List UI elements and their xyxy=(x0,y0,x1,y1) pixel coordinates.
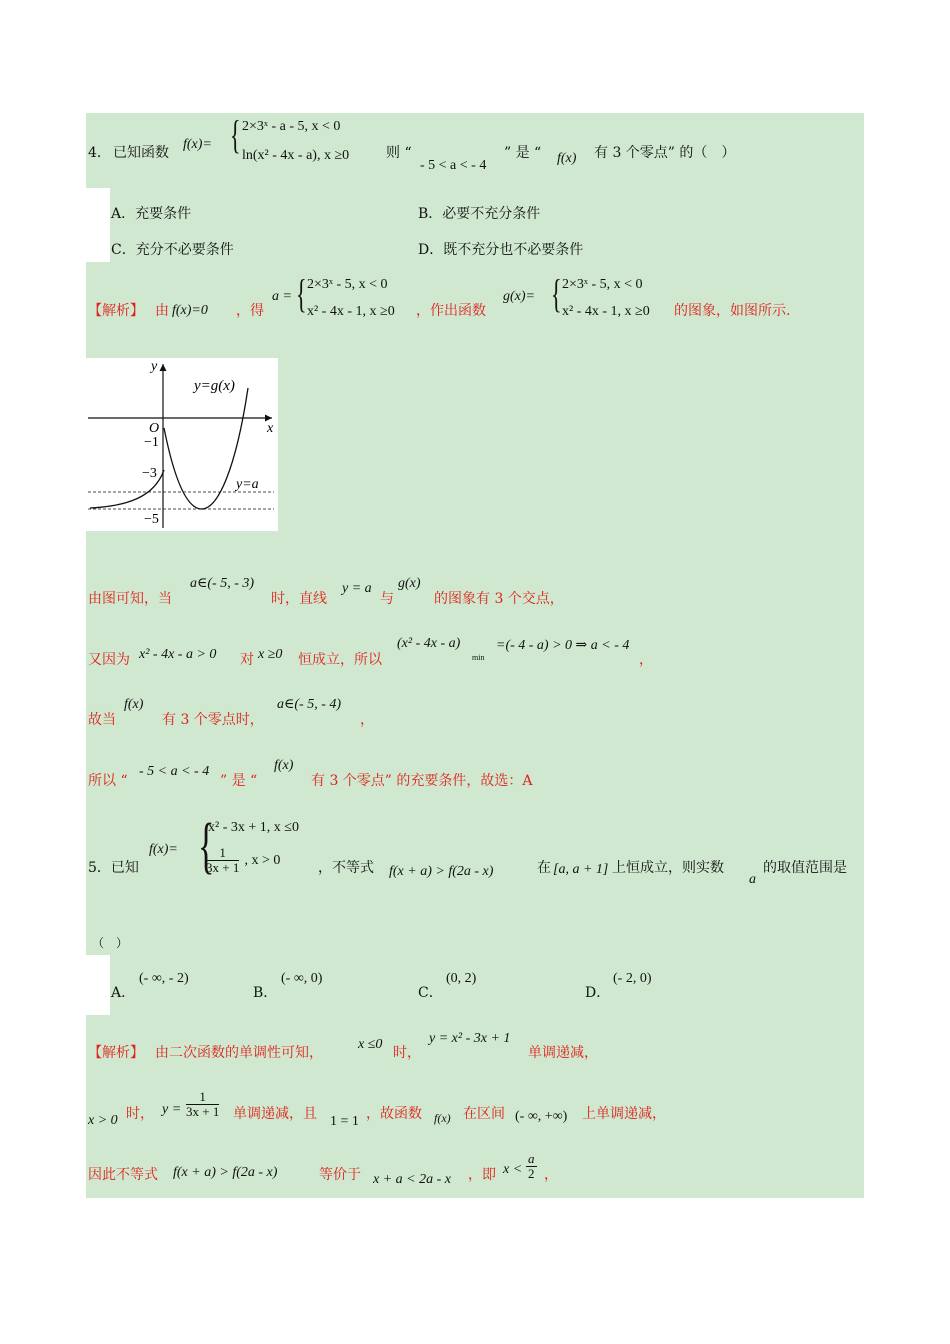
sol5-p2-c: ，故函数 xyxy=(366,1106,422,1122)
sol4-p3-m1: x² - 4x - a > 0 xyxy=(139,647,217,662)
sol5-tag: 【解析】 xyxy=(88,1045,144,1061)
sol4-p1-a: 由 xyxy=(155,303,169,319)
q5-option-d-label[interactable]: D． xyxy=(585,985,611,1001)
sol5-p2-m4: (- ∞, +∞) xyxy=(515,1109,568,1124)
sol5-p3-m3: x < xyxy=(503,1162,523,1177)
q5-option-d-value[interactable]: (- 2, 0) xyxy=(613,971,652,986)
sol4-p2-d: 的图象有 3 个交点， xyxy=(434,591,564,607)
q5-stem-e: 的取值范围是 xyxy=(763,860,847,876)
sol4-p5-a: 所以 “ xyxy=(88,773,128,789)
sol5-p2-fraction xyxy=(186,1090,219,1120)
sol4-p1-case2: x² - 4x - 1, x ≥0 xyxy=(307,304,395,319)
sol5-p2-d: 在区间 xyxy=(463,1106,505,1122)
q5-option-a-value[interactable]: (- ∞, - 2) xyxy=(139,971,189,986)
sol4-p4-a: 故当 xyxy=(88,712,116,728)
q5-var-a: a xyxy=(749,872,756,887)
sol4-p3-m2: x ≥0 xyxy=(258,647,283,662)
sol5-p3-fraction xyxy=(526,1152,537,1182)
sol4-p1-case1: 2×3ˣ - 5, x < 0 xyxy=(307,277,388,292)
sol4-p2-m1: a∈(- 5, - 3) xyxy=(190,576,255,591)
sol4-p3-a: 又因为 xyxy=(88,652,130,668)
q5-option-c-value[interactable]: (0, 2) xyxy=(446,971,477,986)
q5-case2-num: 1 xyxy=(206,846,239,861)
sol5-p3-b: 等价于 xyxy=(319,1167,361,1183)
sol4-p1-d: 的图象，如图所示. xyxy=(674,303,791,319)
sol5-p2-den: 3x + 1 xyxy=(186,1104,220,1120)
q5-case2-den: 3x + 1 xyxy=(206,860,240,876)
sol5-p1-b: 时， xyxy=(393,1045,421,1061)
sol5-p3-d: ， xyxy=(544,1167,558,1183)
q4-stem-b: 则 “ xyxy=(386,145,412,161)
sol5-p3-den: 2 xyxy=(528,1166,535,1182)
sol4-p1-a-eq: a = xyxy=(272,289,292,304)
sol4-p1-g2: x² - 4x - 1, x ≥0 xyxy=(562,304,650,319)
sol5-p2-b: 单调递减，且 xyxy=(233,1106,317,1122)
q4-cond: - 5 < a < - 4 xyxy=(420,158,487,173)
q5-case2-fraction xyxy=(206,846,239,876)
sol4-p2-b: 时，直线 xyxy=(271,591,327,607)
q4-option-a[interactable]: A．充要条件 xyxy=(111,206,192,222)
sol4-p1-c: ，作出函数 xyxy=(416,303,486,319)
q4-stem-a: 已知函数 xyxy=(113,145,169,161)
sol4-brace-1: { xyxy=(296,271,307,316)
graph-line-label: y=a xyxy=(236,477,259,492)
graph-origin-label: O xyxy=(149,421,160,436)
panel-notch-2 xyxy=(86,955,110,1015)
graph-x-label: x xyxy=(267,421,274,436)
sol4-p2-m2: y = a xyxy=(342,581,372,596)
sol4-p3-m4: =(- 4 - a) > 0 ⇒ a < - 4 xyxy=(496,638,630,653)
q5-option-c-label[interactable]: C． xyxy=(418,985,443,1001)
q5-interval: [a, a + 1] xyxy=(553,862,609,877)
sol5-p2-e: 上单调递减， xyxy=(582,1106,666,1122)
q5-paren: （ ） xyxy=(92,936,129,950)
sol4-p5-c: 有 3 个零点” 的充要条件，故选：A xyxy=(311,773,533,789)
q5-option-a-label[interactable]: A． xyxy=(111,985,136,1001)
q5-option-b-label[interactable]: B． xyxy=(253,985,278,1001)
q5-option-b-value[interactable]: (- ∞, 0) xyxy=(281,971,323,986)
q4-option-b[interactable]: B．必要不充分条件 xyxy=(418,206,541,222)
graph-tick-minus1: −1 xyxy=(144,435,159,450)
sol4-p2-c: 与 xyxy=(380,591,394,607)
sol5-p2-y: y = xyxy=(162,1102,182,1117)
q4-option-d[interactable]: D．既不充分也不必要条件 xyxy=(418,242,584,258)
q5-stem-d: 上恒成立，则实数 xyxy=(612,860,724,876)
sol4-p4-m2: a∈(- 5, - 4) xyxy=(277,697,342,712)
sol4-p3-d: ， xyxy=(639,652,653,668)
sol4-p3-min: min xyxy=(472,653,485,662)
sol5-p1-c: 单调递减， xyxy=(528,1045,598,1061)
sol5-p2-a: 时， xyxy=(126,1106,154,1122)
q4-brace: { xyxy=(230,112,241,157)
sol4-p5-m1: - 5 < a < - 4 xyxy=(139,764,210,779)
q4-stem-d: 有 3 个零点” 的（ ） xyxy=(594,145,736,161)
q4-fx: f(x)= xyxy=(183,137,212,152)
q5-stem-b: ，不等式 xyxy=(318,860,374,876)
sol4-p3-m3: (x² - 4x - a) xyxy=(397,636,461,651)
sol5-p2-num: 1 xyxy=(186,1090,219,1105)
sol4-p1-g-eq: g(x)= xyxy=(503,289,535,304)
q5-fx: f(x)= xyxy=(149,842,178,857)
sol4-p4-b: 有 3 个零点时， xyxy=(162,712,264,728)
sol5-p3-m2: x + a < 2a - x xyxy=(373,1172,451,1187)
q4-number: 4． xyxy=(88,145,111,161)
sol4-p5-m2: f(x) xyxy=(274,758,294,773)
sol5-p1-m2: y = x² - 3x + 1 xyxy=(429,1031,511,1046)
sol5-p2-m1: x > 0 xyxy=(88,1113,118,1128)
sol4-brace-2: { xyxy=(551,271,562,316)
q4-stem-c: ” 是 “ xyxy=(504,145,542,161)
function-graph xyxy=(86,358,278,531)
q4-case1: 2×3ˣ - a - 5, x < 0 xyxy=(242,119,341,134)
graph-tick-minus3: −3 xyxy=(142,466,157,481)
q4-case2: ln(x² - 4x - a), x ≥0 xyxy=(242,148,350,163)
q4-fx2: f(x) xyxy=(557,151,577,166)
sol4-p4-m1: f(x) xyxy=(124,697,144,712)
sol5-p3-c: ，即 xyxy=(468,1167,496,1183)
q5-case2 xyxy=(206,846,280,876)
sol4-p3-b: 对 xyxy=(240,652,254,668)
q5-stem-c: 在 xyxy=(537,860,551,876)
q5-number: 5．已知 xyxy=(88,860,139,876)
sol4-p2-a: 由图可知，当 xyxy=(88,591,172,607)
graph-curve-label: y=g(x) xyxy=(194,378,235,394)
sol5-p3-a: 因此不等式 xyxy=(88,1167,158,1183)
sol5-p2-m2: 1 = 1 xyxy=(330,1114,359,1129)
sol4-p1-fx: f(x)=0 xyxy=(172,303,208,318)
q5-case2-tail: , x > 0 xyxy=(244,852,281,868)
q5-brace: { xyxy=(198,812,215,880)
sol4-p3-c: 恒成立，所以 xyxy=(298,652,382,668)
sol5-p3-m1: f(x + a) > f(2a - x) xyxy=(173,1165,278,1180)
sol5-p3-num: a xyxy=(528,1151,535,1166)
graph-svg xyxy=(86,358,278,531)
sol5-p1-a: 由二次函数的单调性可知， xyxy=(155,1045,323,1061)
q4-option-c[interactable]: C．充分不必要条件 xyxy=(111,242,234,258)
sol4-p4-c: ， xyxy=(360,712,374,728)
panel-notch xyxy=(86,188,110,262)
sol4-tag: 【解析】 xyxy=(88,303,144,319)
sol4-p1-g1: 2×3ˣ - 5, x < 0 xyxy=(562,277,643,292)
q5-case1: x² - 3x + 1, x ≤0 xyxy=(208,820,299,835)
sol5-p1-m1: x ≤0 xyxy=(358,1037,383,1052)
sol4-p1-b: ，得 xyxy=(236,303,264,319)
q5-ineq: f(x + a) > f(2a - x) xyxy=(389,864,494,879)
graph-y-label: y xyxy=(151,359,158,374)
graph-tick-minus5: −5 xyxy=(144,512,159,527)
sol4-p5-b: ” 是 “ xyxy=(220,773,258,789)
sol4-p2-m3: g(x) xyxy=(398,576,421,591)
sol5-p2-m3: f(x) xyxy=(434,1111,451,1125)
